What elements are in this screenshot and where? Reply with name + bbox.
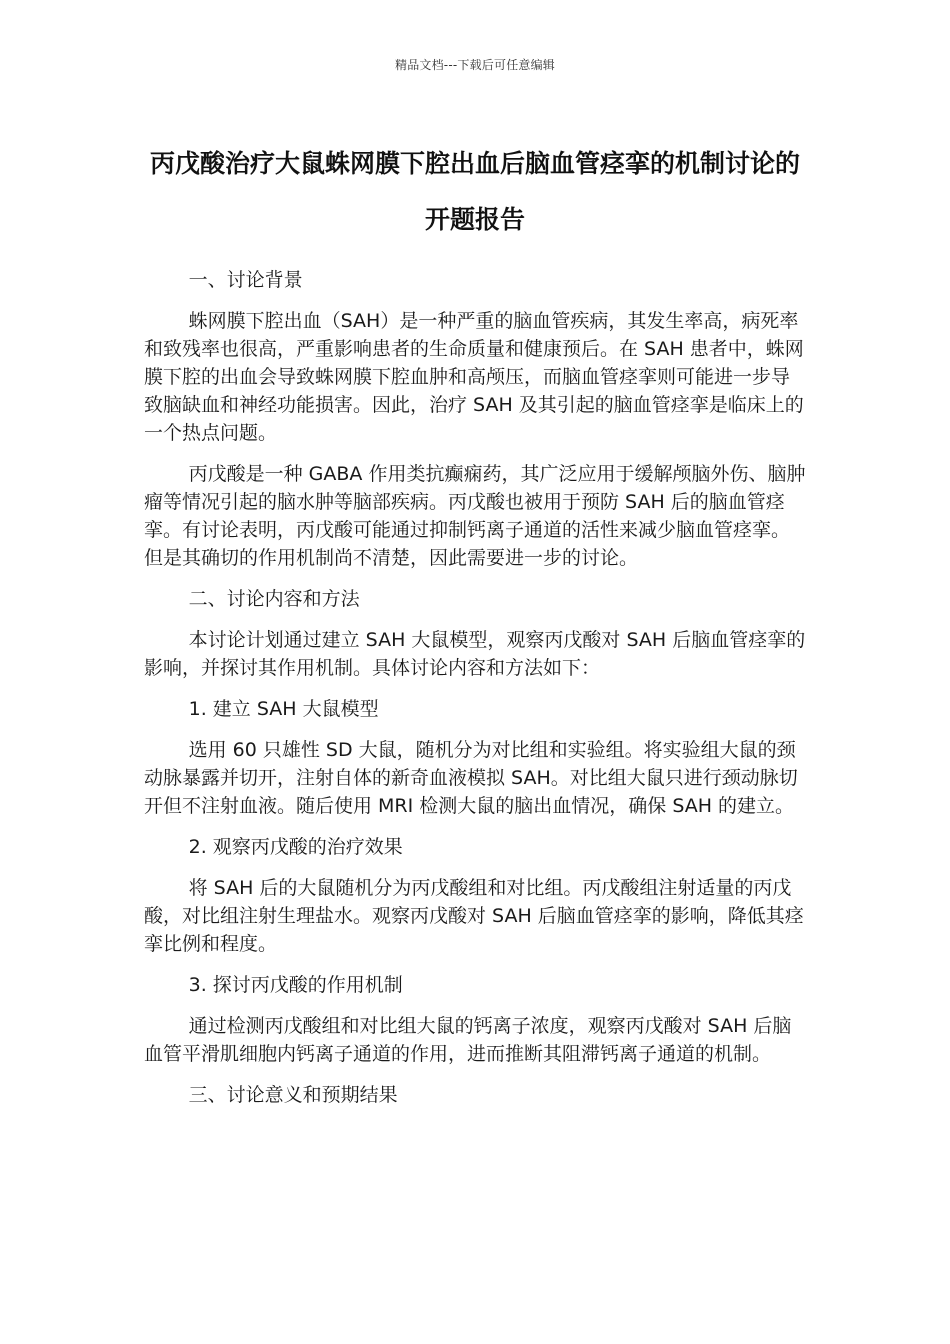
item-heading-2: 2. 观察丙戊酸的治疗效果 — [188, 836, 403, 858]
header-note: 精品文档---下载后可任意编辑 — [395, 58, 555, 72]
paragraph-background-1: 蛛网膜下腔出血（SAH）是一种严重的脑血管疾病，其发生率高，病死率和致残率也很高，严重影响患者的生命质量和健康预后。在 SAH 患者中，蛛网膜下腔的出血会导致蛛网膜下腔血肿和高颅压，而脑血管痉挛则可能进一步导致脑缺血和神经功能损害。因此，治疗 SAH 及其引起的脑血管痉挛是临床上的一个热点问题。 — [144, 310, 804, 444]
page-title: 丙戊酸治疗大鼠蛛网膜下腔出血后脑血管痉挛的机制讨论的开题报告 — [149, 149, 800, 234]
section-heading-content-methods: 二、讨论内容和方法 — [188, 588, 360, 610]
paragraph-background-2: 丙戊酸是一种 GABA 作用类抗癫痫药，其广泛应用于缓解颅脑外伤、脑肿瘤等情况引起的脑水肿等脑部疾病。丙戊酸也被用于预防 SAH 后的脑血管痉挛。有讨论表明，丙戊酸可能通过抑制钙离子通道的活性来减少脑血管痉挛。但是其确切的作用机制尚不清楚，因此需要进一步的讨论。 — [144, 463, 806, 569]
section-heading-significance: 三、讨论意义和预期结果 — [188, 1084, 398, 1106]
paragraph-item-3: 通过检测丙戊酸组和对比组大鼠的钙离子浓度，观察丙戊酸对 SAH 后脑血管平滑肌细胞内钙离子通道的作用，进而推断其阻滞钙离子通道的机制。 — [144, 1015, 792, 1065]
paragraph-content-intro: 本讨论计划通过建立 SAH 大鼠模型，观察丙戊酸对 SAH 后脑血管痉挛的影响，并探讨其作用机制。具体讨论内容和方法如下： — [144, 629, 806, 679]
paragraph-item-2: 将 SAH 后的大鼠随机分为丙戊酸组和对比组。丙戊酸组注射适量的丙戊酸，对比组注射生理盐水。观察丙戊酸对 SAH 后脑血管痉挛的影响，降低其痉挛比例和程度。 — [144, 877, 804, 955]
paragraph-item-1: 选用 60 只雄性 SD 大鼠，随机分为对比组和实验组。将实验组大鼠的颈动脉暴露并切开，注射自体的新奇血液模拟 SAH。对比组大鼠只进行颈动脉切开但不注射血液。随后使用 MRI 检测大鼠的脑出血情况，确保 SAH 的建立。 — [144, 739, 798, 817]
item-heading-1: 1. 建立 SAH 大鼠模型 — [188, 698, 379, 720]
document-body — [144, 266, 808, 1122]
section-heading-background: 一、讨论背景 — [188, 269, 303, 291]
item-heading-3: 3. 探讨丙戊酸的作用机制 — [188, 974, 403, 996]
